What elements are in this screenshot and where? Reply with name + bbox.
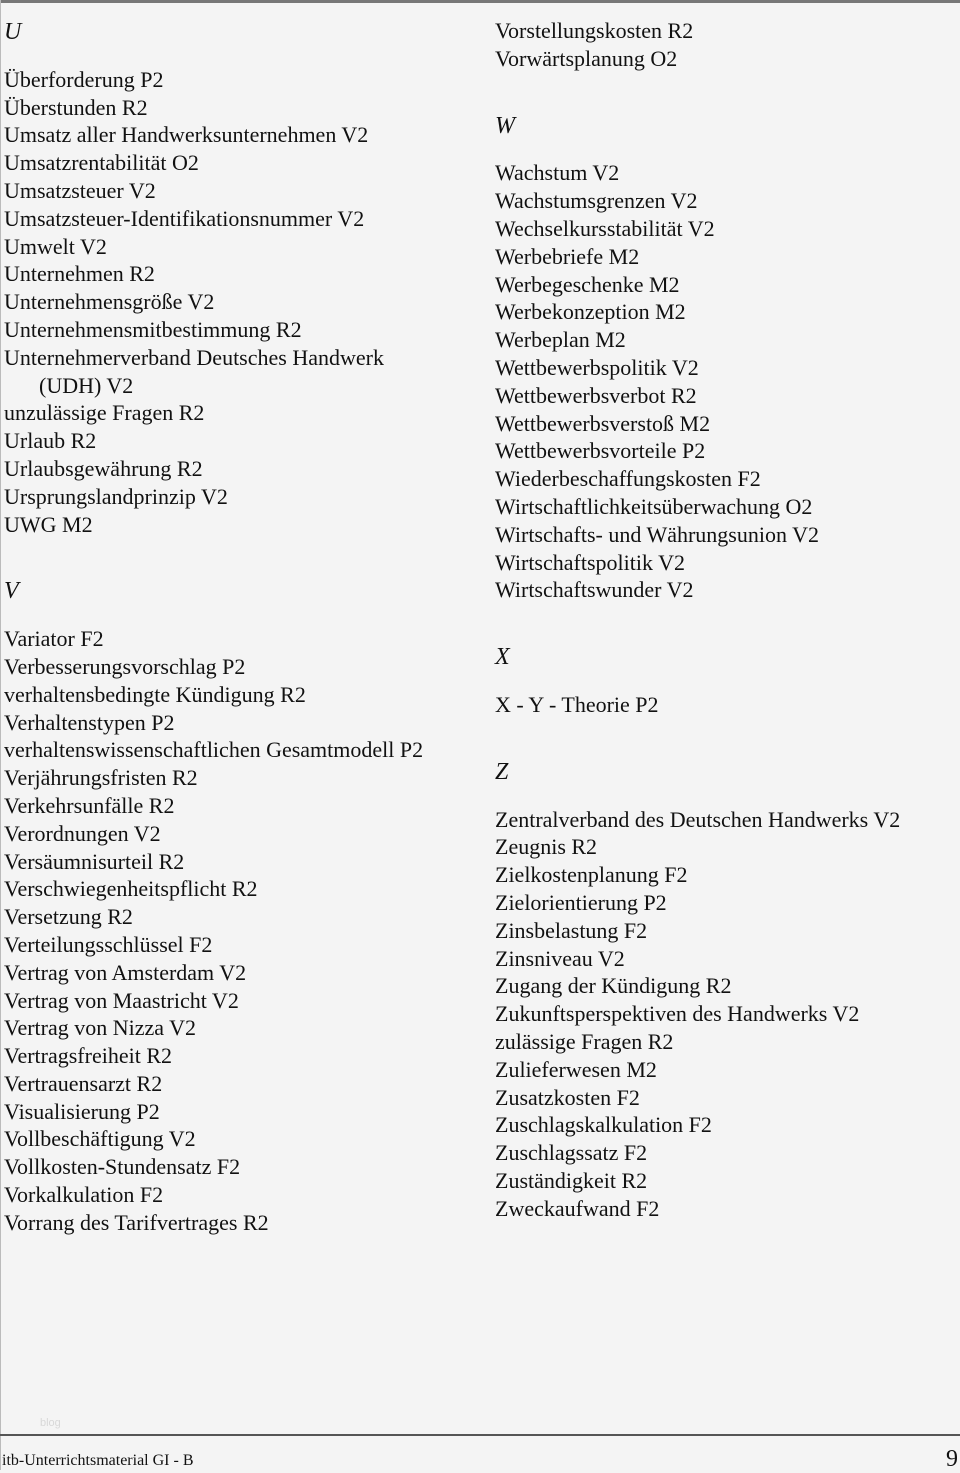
index-entry: Unternehmensgröße V2 [4,289,215,315]
index-entry: (UDH) V2 [39,372,134,398]
index-entry: Verteilungsschlüssel F2 [4,931,213,957]
index-entry: Verbesserungsvorschlag P2 [4,653,246,679]
section-letter-heading: W [495,112,515,139]
index-entry: Zeugnis R2 [495,834,598,860]
index-entry: Wettbewerbsvorteile P2 [495,438,706,464]
index-entry: Vertrauensarzt R2 [4,1070,163,1096]
index-entry: Zukunftsperspektiven des Handwerks V2 [495,1001,860,1027]
footer-text: itb-Unterrichtsmaterial GI - B [2,1452,194,1469]
index-entry: Verkehrsunfälle R2 [4,792,175,818]
index-entry: Vertrag von Maastricht V2 [4,987,239,1013]
left-border [0,0,1,1470]
index-entry: Verhaltenstypen P2 [4,709,175,735]
index-entry: Werbegeschenke M2 [495,271,680,297]
index-entry: Vertrag von Amsterdam V2 [4,959,247,985]
index-entry: Zulieferwesen M2 [495,1056,657,1082]
index-entry: Umsatzrentabilität O2 [4,150,199,176]
index-entry: Wirtschaftspolitik V2 [495,549,685,575]
index-entry: Umsatzsteuer V2 [4,177,156,203]
index-entry: Vorstellungskosten R2 [495,18,694,43]
index-entry: Wirtschaftswunder V2 [495,577,694,603]
index-entry: Zugang der Kündigung R2 [495,973,732,999]
index-entry: Zinsbelastung F2 [495,917,648,943]
index-entry: Unternehmen R2 [4,261,155,287]
index-entry: Wettbewerbsverbot R2 [495,382,697,408]
index-entry: Überforderung P2 [4,66,164,92]
footer-divider [0,1434,960,1436]
index-entry: Vertragsfreiheit R2 [4,1043,172,1069]
index-entry: Variator F2 [4,626,104,652]
section-letter-heading: U [4,19,22,45]
index-entry: Vorkalkulation F2 [4,1182,164,1208]
index-entry: verhaltensbedingte Kündigung R2 [4,681,306,707]
index-entry: Vertrag von Nizza V2 [4,1015,197,1041]
index-entry: Wachstumsgrenzen V2 [495,188,698,214]
index-entry: Unternehmensmitbestimmung R2 [4,316,302,342]
index-entry: Wirtschafts- und Währungsunion V2 [495,521,819,547]
index-entry: Wachstum V2 [495,160,620,186]
index-column-right [495,17,955,1222]
index-entry: Zuständigkeit R2 [495,1167,648,1193]
index-entry: Urlaubsgewährung R2 [4,455,203,481]
index-entry: Zuschlagssatz F2 [495,1140,648,1166]
index-entry: Zweckaufwand F2 [495,1195,660,1221]
index-entry: Versetzung R2 [4,904,133,930]
index-entry: Verjährungsfristen R2 [4,765,198,791]
index-entry: Zinsniveau V2 [495,945,625,971]
index-entry: unzulässige Fragen R2 [4,400,205,426]
index-entry: Werbeplan M2 [495,327,626,353]
index-entry: Zuschlagskalkulation F2 [495,1112,712,1138]
index-entry: Wiederbeschaffungskosten F2 [495,466,761,492]
index-entry: Vollbeschäftigung V2 [4,1126,196,1152]
index-entry: Verordnungen V2 [4,820,161,846]
index-entry: verhaltenswissenschaftlichen Gesamtmodell P2 [4,737,424,763]
index-entry: Urlaub R2 [4,428,97,454]
index-entry: Umsatz aller Handwerksunternehmen V2 [4,122,369,148]
index-entry: Versäumnisurteil R2 [4,848,185,874]
index-entry: Visualisierung P2 [4,1098,160,1124]
index-column-left [4,19,484,1237]
index-entry: Umwelt V2 [4,233,107,259]
index-entry: Vollkosten-Stundensatz F2 [4,1154,241,1180]
index-entry: Werbebriefe M2 [495,243,640,269]
index-entry: Ursprungslandprinzip V2 [4,483,228,509]
index-entry: Vorrang des Tarifvertrages R2 [4,1209,269,1235]
index-entry: Zielkostenplanung F2 [495,862,688,888]
top-border [0,0,960,3]
index-entry: Vorwärtsplanung O2 [495,45,678,71]
index-entry: Unternehmerverband Deutsches Handwerk [4,344,384,370]
index-entry: zulässige Fragen R2 [495,1028,674,1054]
section-letter-heading: V [4,578,19,605]
index-entry: Zentralverband des Deutschen Handwerks V2 [495,806,901,832]
index-entry: Werbekonzeption M2 [495,299,686,325]
index-entry: Wettbewerbsverstoß M2 [495,410,711,436]
section-letter-heading: Z [495,758,509,785]
watermark: blog [40,1417,61,1429]
index-entry: Verschwiegenheitspflicht R2 [4,876,258,902]
index-entry: UWG M2 [4,511,93,537]
index-entry: Wechselkursstabilität V2 [495,215,715,241]
index-entry: Zusatzkosten F2 [495,1084,640,1110]
index-entry: X - Y - Theorie P2 [495,691,659,717]
index-entry: Wettbewerbspolitik V2 [495,354,699,380]
index-entry: Überstunden R2 [4,94,148,120]
index-entry: Wirtschaftlichkeitsüberwachung O2 [495,493,813,519]
page-number: 9 [946,1446,958,1472]
index-entry: Umsatzsteuer-Identifikationsnummer V2 [4,205,365,231]
index-entry: Zielorientierung P2 [495,889,667,915]
section-letter-heading: X [495,644,510,671]
